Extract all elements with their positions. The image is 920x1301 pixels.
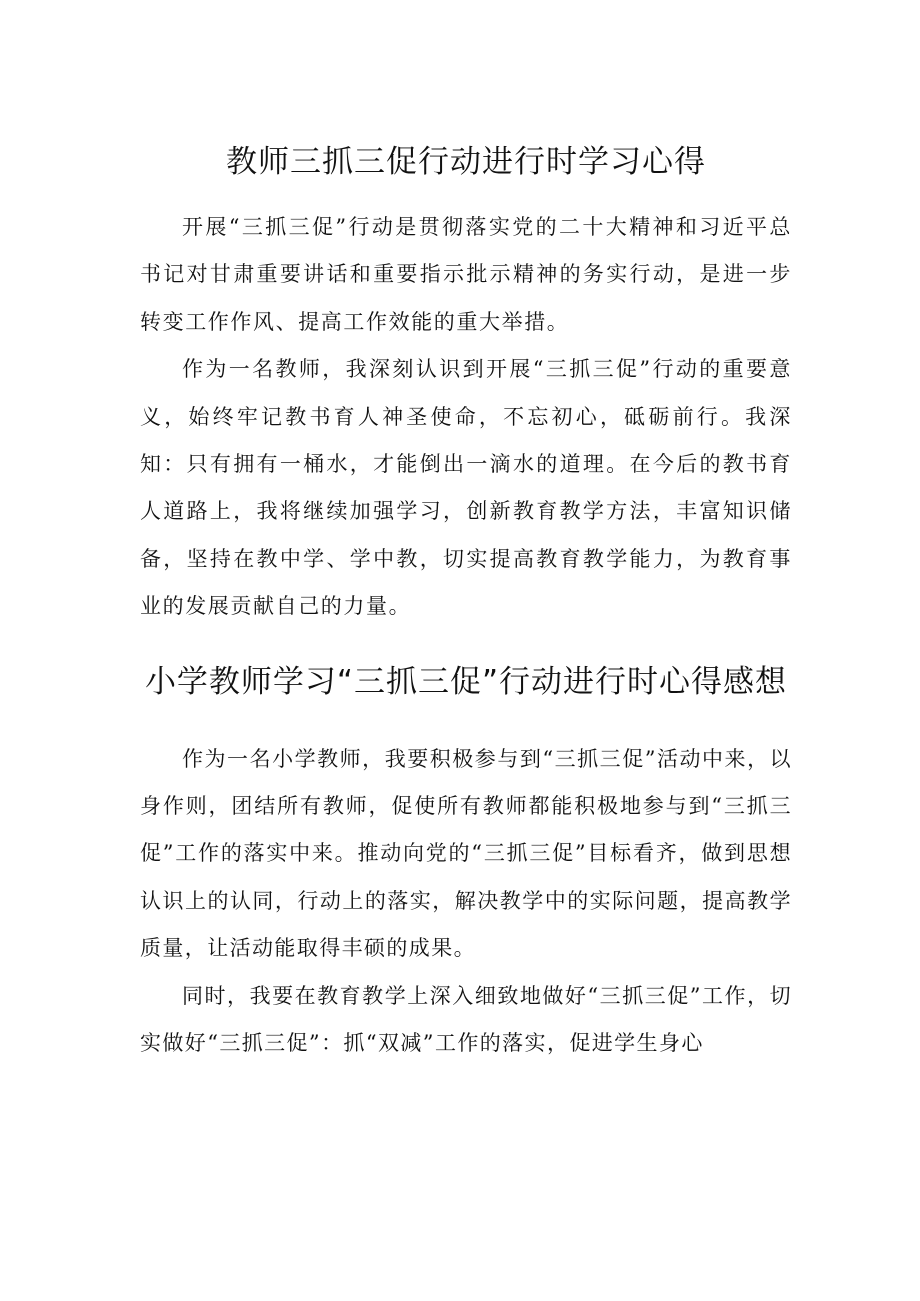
document-title: 教师三抓三促行动进行时学习心得 [226, 144, 706, 180]
section-2-paragraph-1: 作为一名小学教师，我要积极参与到“三抓三促”活动中来，以身作则，团结所有教师，促使所有教师都能积极地参与到“三抓三促”工作的落实中来。推动向党的“三抓三促”目标看齐，做到思想认识上的认同，行动上的落实，解决教学中的实际问题，提高教学质量，让活动能取得丰硕的成果。 [140, 746, 792, 961]
section-2-paragraph-2: 同时，我要在教育教学上深入细致地做好“三抓三促”工作，切实做好“三抓三促”：抓“双减”工作的落实，促进学生身心 [140, 983, 792, 1056]
section-2 [140, 736, 792, 1068]
section-1-paragraph-1: 开展“三抓三促”行动是贯彻落实党的二十大精神和习近平总书记对甘肃重要讲话和重要指示批示精神的务实行动，是进一步转变工作作风、提高工作效能的重大举措。 [140, 215, 792, 334]
section-1 [140, 204, 792, 631]
document-body [140, 136, 792, 1068]
section-2-title: 小学教师学习“三抓三促”行动进行时心得感想 [144, 663, 788, 700]
section-1-paragraph-2: 作为一名教师，我深刻认识到开展“三抓三促”行动的重要意义，始终牢记教书育人神圣使命，不忘初心，砥砺前行。我深知：只有拥有一桶水，才能倒出一滴水的道理。在今后的教书育人道路上，我将继续加强学习，创新教育教学方法，丰富知识储备，坚持在教中学、学中教，切实提高教育教学能力，为教育事业的发展贡献自己的力量。 [140, 357, 792, 619]
